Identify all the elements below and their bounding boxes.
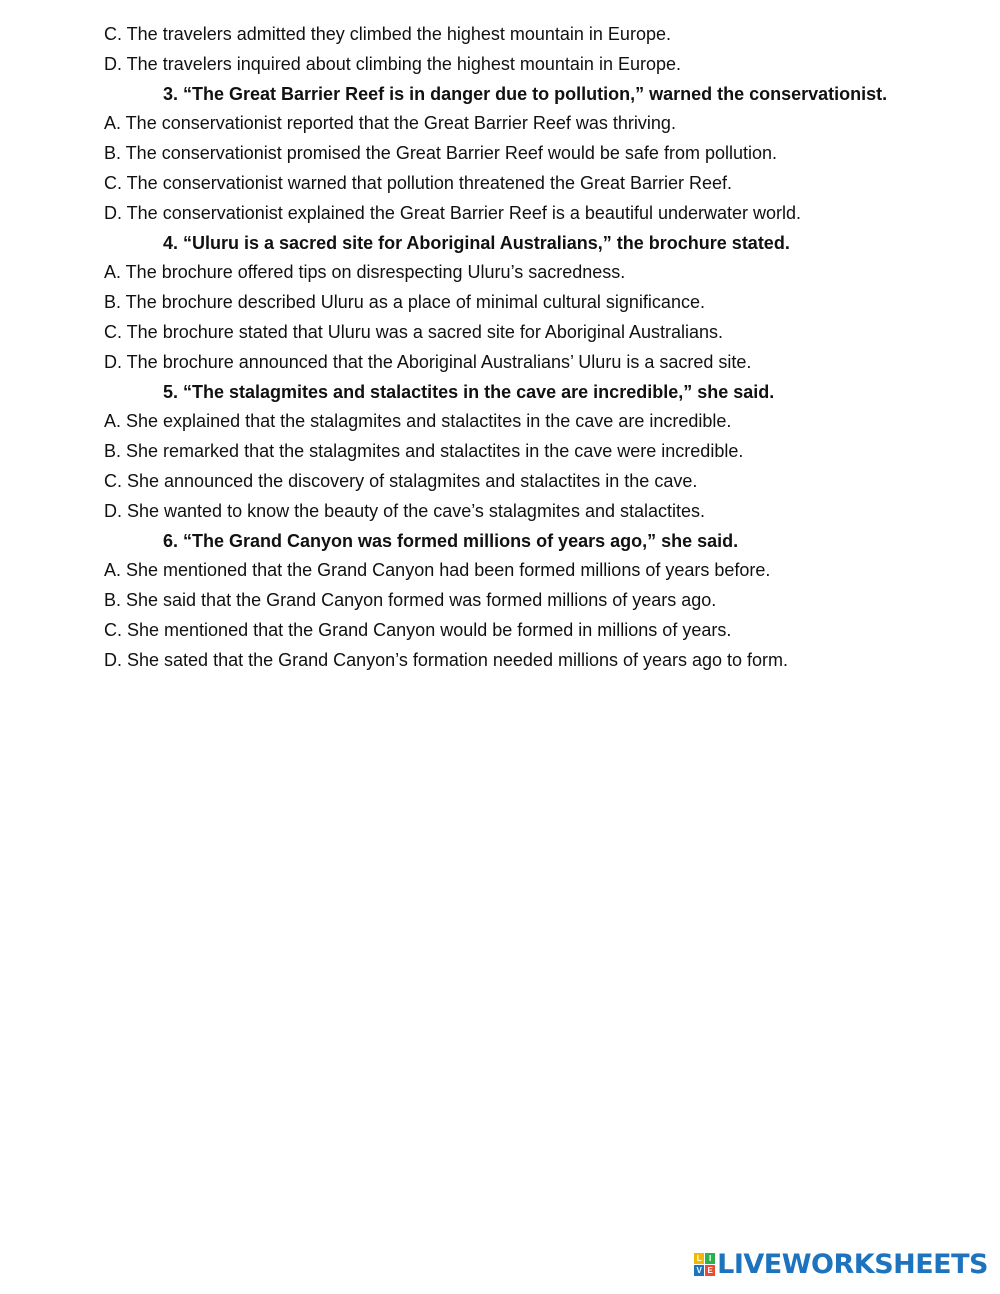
logo-mark-icon — [694, 1253, 715, 1276]
logo-mark-letter: I — [705, 1253, 715, 1264]
question-prompt: 6. “The Grand Canyon was formed millions of years ago,” she said. — [163, 530, 739, 551]
question-prompt: 5. “The stalagmites and stalactites in the cave are incredible,” she said. — [163, 381, 775, 402]
liveworksheets-logo — [694, 1249, 988, 1280]
answer-option[interactable]: A. She mentioned that the Grand Canyon had been formed millions of years before. — [104, 560, 771, 581]
answer-option[interactable]: D. She wanted to know the beauty of the cave’s stalagmites and stalactites. — [104, 500, 706, 521]
answer-option[interactable]: A. The conservationist reported that the Great Barrier Reef was thriving. — [104, 113, 676, 134]
question-prompt: 4. “Uluru is a sacred site for Aboriginal Australians,” the brochure stated. — [163, 232, 790, 253]
answer-option[interactable]: C. The travelers admitted they climbed the highest mountain in Europe. — [104, 24, 671, 44]
answer-option[interactable]: B. The conservationist promised the Great Barrier Reef would be safe from pollution. — [104, 143, 777, 164]
logo-mark-letter: E — [705, 1265, 715, 1276]
answer-option[interactable]: C. She announced the discovery of stalagmites and stalactites in the cave. — [104, 470, 698, 491]
answer-option[interactable]: B. She remarked that the stalagmites and stalactites in the cave were incredible. — [104, 441, 744, 462]
answer-option[interactable]: B. She said that the Grand Canyon formed was formed millions of years ago. — [104, 590, 717, 611]
answer-option[interactable]: D. She sated that the Grand Canyon’s formation needed millions of years ago to form. — [104, 649, 789, 670]
answer-option[interactable]: C. The conservationist warned that pollution threatened the Great Barrier Reef. — [104, 172, 733, 193]
answer-option[interactable]: D. The travelers inquired about climbing the highest mountain in Europe. — [104, 53, 682, 74]
logo-text: LIVEWORKSHEETS — [717, 1249, 988, 1280]
answer-option[interactable]: D. The conservationist explained the Great Barrier Reef is a beautiful underwater world. — [104, 202, 802, 223]
worksheet-content — [104, 20, 984, 676]
answer-option[interactable]: C. The brochure stated that Uluru was a sacred site for Aboriginal Australians. — [104, 321, 723, 342]
answer-option[interactable]: A. The brochure offered tips on disrespecting Uluru’s sacredness. — [104, 262, 626, 283]
answer-option[interactable]: C. She mentioned that the Grand Canyon would be formed in millions of years. — [104, 619, 732, 640]
logo-mark-letter: L — [694, 1253, 704, 1264]
answer-option[interactable]: D. The brochure announced that the Aboriginal Australians’ Uluru is a sacred site. — [104, 351, 752, 372]
answer-option[interactable]: A. She explained that the stalagmites and stalactites in the cave are incredible. — [104, 411, 732, 432]
logo-mark-letter: V — [694, 1265, 704, 1276]
answer-option[interactable]: B. The brochure described Uluru as a place of minimal cultural significance. — [104, 292, 705, 313]
question-prompt: 3. “The Great Barrier Reef is in danger due to pollution,” warned the conservationist. — [163, 83, 888, 104]
